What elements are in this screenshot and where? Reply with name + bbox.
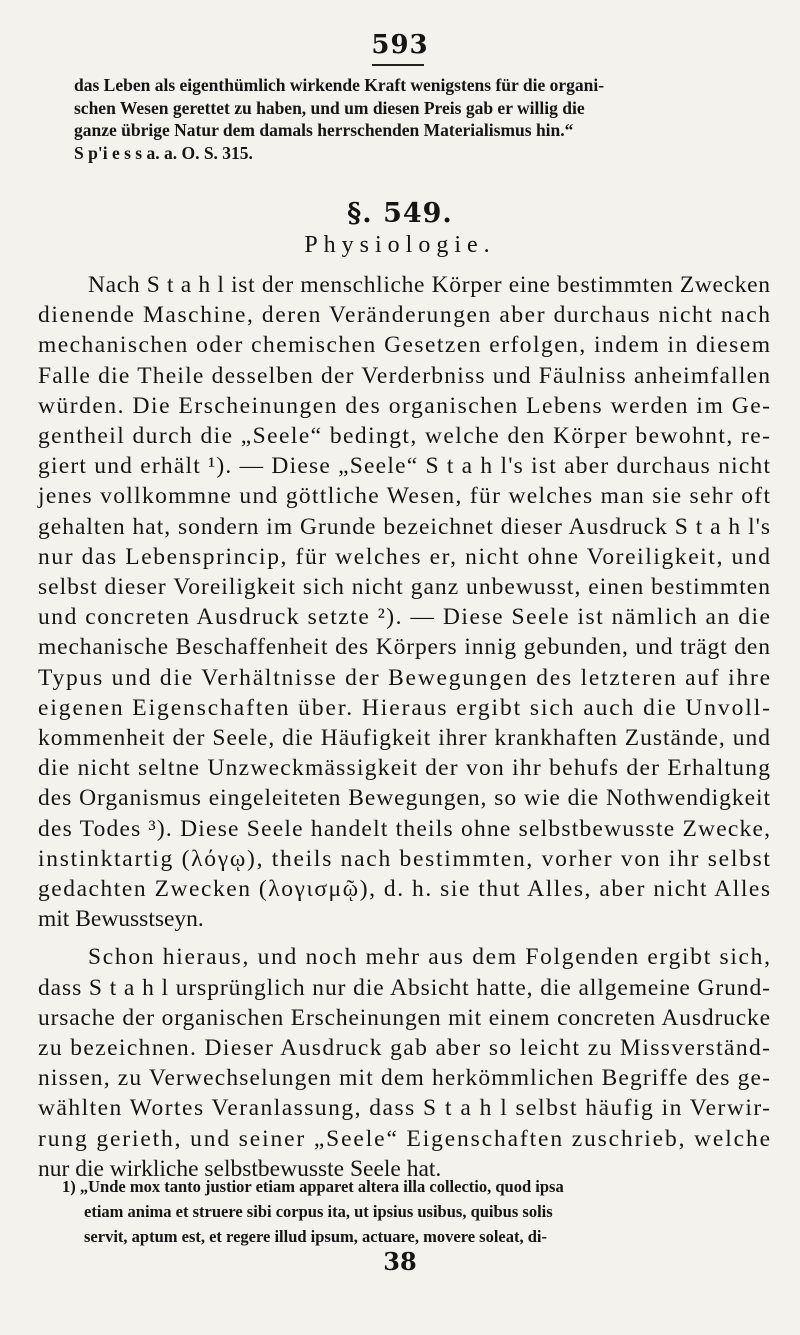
text-line: nur die wirkliche selbstbewusste Seele hat. <box>38 1155 442 1182</box>
footnote-line: servit, aptum est, et regere illud ipsum, actuare, movere soleat, di- <box>84 1227 547 1246</box>
footnote-line: 1) „Unde mox tanto justior etiam apparet altera illa collectio, quod ipsa <box>62 1177 564 1196</box>
text-line: selbst dieser Voreiligkeit sich nicht ganz unbewusst, einen bestimmten <box>38 574 771 601</box>
text-line: dienende Maschine, deren Veränderungen aber durchaus nicht nach <box>38 302 772 329</box>
text-line: ursache der organischen Erscheinungen mit einem concreten Ausdrucke <box>38 1004 771 1031</box>
text-line: und concreten Ausdruck setzte ²). — Diese Seele ist nämlich an die <box>38 604 772 631</box>
text-line: kommenheit der Seele, die Häufigkeit ihrer krankhaften Zustände, und <box>38 725 771 752</box>
text-line: mit Bewusstseyn. <box>38 906 204 933</box>
text-line: nur das Lebensprincip, für welches er, nicht ohne Voreiligkeit, und <box>38 543 772 570</box>
text-line: mechanischen oder chemischen Gesetzen erfolgen, indem in diesem <box>38 332 772 359</box>
text-line: des Todes ³). Diese Seele handelt theils ohne selbstbewusste Zwecke, <box>38 815 772 842</box>
text-line: Schon hieraus, und noch mehr aus dem Folgenden ergibt sich, <box>88 944 772 971</box>
text-line: würden. Die Erscheinungen des organischen Lebens werden im Ge- <box>38 392 772 419</box>
quote-citation: S p'i e s s a. a. O. S. 315. <box>74 142 253 163</box>
text-line: nissen, zu Verwechselungen mit dem herkömmlichen Begriffe des ge- <box>38 1065 772 1092</box>
text-line: instinktartig (λόγῳ), theils nach bestimmten, vorher von ihr selbst <box>38 845 772 872</box>
text-line: dass S t a h l ursprünglich nur die Absicht hatte, die allgemeine Grund- <box>38 974 771 1001</box>
paragraph-1 <box>38 270 770 934</box>
footnote <box>62 1174 770 1249</box>
quote-line: das Leben als eigenthümlich wirkende Kraft wenigstens für die organi- <box>74 75 605 95</box>
text-line: gedachten Zwecken (λογισμῷ), d. h. sie thut Alles, aber nicht Alles <box>38 876 772 903</box>
quote-line: schen Wesen gerettet zu haben, und um diesen Preis gab er willig die <box>74 97 585 118</box>
text-line: Nach S t a h l ist der menschliche Körper eine bestimmten Zwecken <box>88 272 771 298</box>
quote-block <box>74 74 766 164</box>
section-title: Physiologie. <box>304 232 496 258</box>
text-line: mechanische Beschaffenheit des Körpers innig gebunden, und trägt den <box>38 634 771 661</box>
text-line: gentheil durch die „Seele“ bedingt, welche den Körper bewohnt, re- <box>38 423 772 450</box>
text-line: eigenen Eigenschaften über. Hieraus ergibt sich auch die Unvoll- <box>38 694 772 721</box>
page-number: 593 <box>371 30 429 60</box>
text-line: Falle die Theile desselben der Verderbniss und Fäulniss anheimfallen <box>38 362 772 389</box>
text-line: gehalten hat, sondern im Grunde bezeichnet dieser Ausdruck S t a h l's <box>38 513 771 540</box>
page-number-rule <box>372 64 424 66</box>
text-line: Typus und die Verhältnisse der Bewegungen des letzteren auf ihre <box>38 664 772 691</box>
body-text <box>38 270 770 1184</box>
text-line: wählten Wortes Veranlassung, dass S t a h l selbst häufig in Verwir- <box>38 1095 772 1122</box>
text-line: des Organismus eingeleiteten Bewegungen, so wie die Nothwendigkeit <box>38 785 771 812</box>
section-number: §. 549. <box>347 198 453 229</box>
footnote-line: etiam anima et struere sibi corpus ita, ut ipsius usibus, quibus solis <box>84 1202 553 1221</box>
text-line: die nicht seltne Unzweckmässigkeit der von ihr behufs der Erhaltung <box>38 755 772 782</box>
text-line: giert und erhält ¹). — Diese „Seele“ S t a h l's ist aber durchaus nicht <box>38 453 772 480</box>
text-line: rung gerieth, und seiner „Seele“ Eigenschaften zuschrieb, welche <box>38 1125 772 1152</box>
text-line: jenes vollkommne und göttliche Wesen, für welches man sie sehr oft <box>38 483 772 510</box>
paragraph-2 <box>38 942 770 1184</box>
text-line: zu bezeichnen. Dieser Ausdruck gab aber so leicht zu Missverständ- <box>38 1035 772 1062</box>
quote-line: ganze übrige Natur dem damals herrschenden Materialismus hin.“ <box>74 120 574 140</box>
signature-mark: 38 <box>383 1247 417 1276</box>
